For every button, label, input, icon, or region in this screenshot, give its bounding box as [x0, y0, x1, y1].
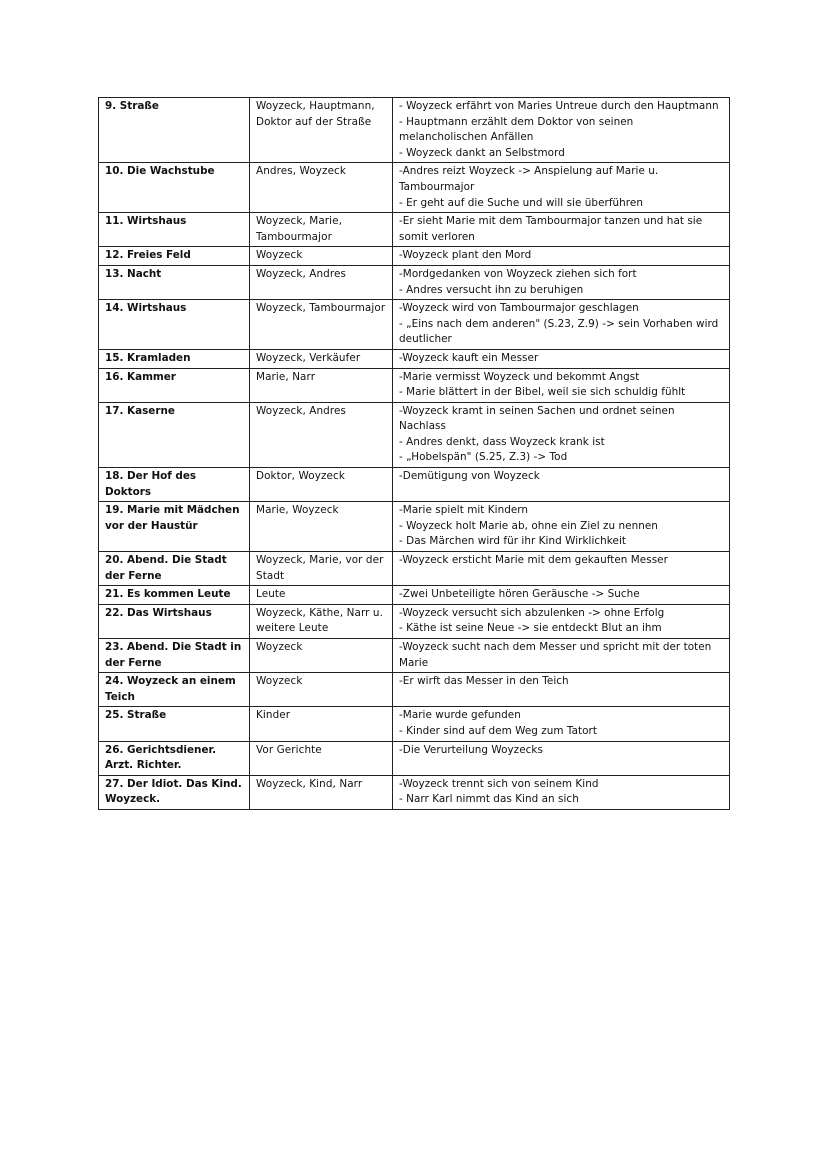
scene-people-cell: Woyzeck, Tambourmajor: [250, 300, 393, 350]
scene-people-cell: Woyzeck: [250, 639, 393, 673]
table-row: [99, 402, 730, 467]
table-row: [99, 300, 730, 350]
scene-overview-sheet: [98, 97, 730, 810]
scene-content-cell: [393, 468, 730, 502]
scene-content-cell: [393, 402, 730, 467]
table-row: [99, 265, 730, 299]
table-row: [99, 163, 730, 213]
scene-title-cell: 19. Marie mit Mädchen vor der Haustür: [99, 502, 250, 552]
scene-content-line: - Woyzeck holt Marie ab, ohne ein Ziel zu nennen: [399, 519, 658, 532]
scene-content-line: -Mordgedanken von Woyzeck ziehen sich fort: [399, 267, 637, 280]
table-row: [99, 707, 730, 741]
scene-title-cell: 27. Der Idiot. Das Kind. Woyzeck.: [99, 775, 250, 809]
scene-content-cell: [393, 163, 730, 213]
scene-people-cell: Woyzeck, Käthe, Narr u. weitere Leute: [250, 604, 393, 638]
scene-table-body: [99, 98, 730, 810]
scene-people-cell: Woyzeck, Kind, Narr: [250, 775, 393, 809]
scene-content-cell: [393, 707, 730, 741]
scene-content-cell: [393, 247, 730, 266]
scene-title-cell: 9. Straße: [99, 98, 250, 163]
table-row: [99, 502, 730, 552]
scene-content-line: -Marie vermisst Woyzeck und bekommt Angst: [399, 370, 640, 383]
scene-title-cell: 25. Straße: [99, 707, 250, 741]
scene-content-line: - Andres versucht ihn zu beruhigen: [399, 283, 584, 296]
scene-content-line: - Woyzeck erfährt von Maries Untreue durch den Hauptmann: [399, 100, 719, 112]
scene-content-cell: [393, 775, 730, 809]
scene-content-line: - Kinder sind auf dem Weg zum Tatort: [399, 724, 598, 737]
scene-title-cell: 16. Kammer: [99, 368, 250, 402]
scene-table: [98, 97, 730, 810]
scene-people-cell: Kinder: [250, 707, 393, 741]
scene-content-cell: [393, 741, 730, 775]
scene-content-cell: [393, 368, 730, 402]
scene-content-line: - Das Märchen wird für ihr Kind Wirklichkeit: [399, 535, 627, 548]
scene-content-line: -Er wirft das Messer in den Teich: [399, 675, 569, 688]
scene-people-cell: Doktor, Woyzeck: [250, 468, 393, 502]
scene-content-line: - Narr Karl nimmt das Kind an sich: [399, 793, 579, 806]
scene-content-line: -Andres reizt Woyzeck -> Anspielung auf Marie u. Tambourmajor: [399, 165, 659, 193]
scene-content-line: - Er geht auf die Suche und will sie überführen: [399, 196, 643, 209]
scene-content-line: -Marie spielt mit Kindern: [399, 504, 529, 517]
scene-people-cell: Marie, Narr: [250, 368, 393, 402]
scene-content-line: -Woyzeck kauft ein Messer: [399, 351, 539, 364]
scene-people-cell: Woyzeck: [250, 247, 393, 266]
scene-title-cell: 23. Abend. Die Stadt in der Ferne: [99, 639, 250, 673]
table-row: [99, 98, 730, 163]
table-row: [99, 552, 730, 586]
scene-people-cell: Woyzeck: [250, 673, 393, 707]
scene-people-cell: Andres, Woyzeck: [250, 163, 393, 213]
scene-content-cell: [393, 673, 730, 707]
scene-title-cell: 18. Der Hof des Doktors: [99, 468, 250, 502]
table-row: [99, 368, 730, 402]
table-row: [99, 741, 730, 775]
scene-title-cell: 15. Kramladen: [99, 349, 250, 368]
scene-title-cell: 12. Freies Feld: [99, 247, 250, 266]
scene-content-cell: [393, 98, 730, 163]
table-row: [99, 349, 730, 368]
scene-people-cell: Woyzeck, Marie, Tambourmajor: [250, 213, 393, 247]
scene-content-line: -Zwei Unbeteiligte hören Geräusche -> Suche: [399, 588, 640, 601]
table-row: [99, 468, 730, 502]
scene-title-cell: 13. Nacht: [99, 265, 250, 299]
scene-title-cell: 24. Woyzeck an einem Teich: [99, 673, 250, 707]
scene-content-line: -Woyzeck plant den Mord: [399, 249, 532, 262]
table-row: [99, 775, 730, 809]
scene-content-line: - Marie blättert in der Bibel, weil sie sich schuldig fühlt: [399, 386, 686, 399]
scene-content-line: - „Eins nach dem anderen" (S.23, Z.9) -> sein Vorhaben wird deutlicher: [399, 317, 719, 346]
scene-content-line: -Woyzeck ersticht Marie mit dem gekauften Messer: [399, 554, 668, 567]
scene-content-cell: [393, 639, 730, 673]
scene-content-line: - Käthe ist seine Neue -> sie entdeckt Blut an ihm: [399, 622, 662, 635]
scene-content-line: -Woyzeck trennt sich von seinem Kind: [399, 777, 599, 790]
scene-content-cell: [393, 586, 730, 605]
scene-title-cell: 21. Es kommen Leute: [99, 586, 250, 605]
scene-people-cell: Leute: [250, 586, 393, 605]
scene-title-cell: 11. Wirtshaus: [99, 213, 250, 247]
scene-content-line: - Andres denkt, dass Woyzeck krank ist: [399, 435, 605, 448]
scene-content-cell: [393, 502, 730, 552]
scene-content-line: -Die Verurteilung Woyzecks: [399, 743, 543, 756]
scene-title-cell: 10. Die Wachstube: [99, 163, 250, 213]
scene-people-cell: Woyzeck, Marie, vor der Stadt: [250, 552, 393, 586]
scene-content-line: -Woyzeck wird von Tambourmajor geschlagen: [399, 302, 639, 315]
scene-people-cell: Woyzeck, Andres: [250, 402, 393, 467]
scene-content-line: -Woyzeck versucht sich abzulenken -> ohne Erfolg: [399, 606, 665, 619]
scene-content-line: -Marie wurde gefunden: [399, 709, 521, 722]
scene-title-cell: 14. Wirtshaus: [99, 300, 250, 350]
scene-content-cell: [393, 349, 730, 368]
scene-people-cell: Woyzeck, Hauptmann, Doktor auf der Straße: [250, 98, 393, 163]
scene-content-line: -Woyzeck sucht nach dem Messer und spricht mit der toten Marie: [399, 641, 712, 669]
scene-content-cell: [393, 265, 730, 299]
scene-content-line: -Demütigung von Woyzeck: [399, 470, 540, 483]
scene-people-cell: Vor Gerichte: [250, 741, 393, 775]
scene-title-cell: 20. Abend. Die Stadt der Ferne: [99, 552, 250, 586]
table-row: [99, 586, 730, 605]
scene-content-cell: [393, 552, 730, 586]
scene-title-cell: 22. Das Wirtshaus: [99, 604, 250, 638]
scene-content-cell: [393, 300, 730, 350]
scene-content-line: - Hauptmann erzählt dem Doktor von seinen melancholischen Anfällen: [399, 115, 634, 144]
table-row: [99, 639, 730, 673]
scene-content-line: -Er sieht Marie mit dem Tambourmajor tanzen und hat sie somit verloren: [399, 215, 703, 243]
scene-people-cell: Woyzeck, Andres: [250, 265, 393, 299]
scene-content-line: -Woyzeck kramt in seinen Sachen und ordnet seinen Nachlass: [399, 404, 675, 433]
scene-title-cell: 17. Kaserne: [99, 402, 250, 467]
scene-content-line: - „Hobelspän" (S.25, Z.3) -> Tod: [399, 451, 568, 464]
table-row: [99, 213, 730, 247]
scene-people-cell: Woyzeck, Verkäufer: [250, 349, 393, 368]
scene-content-cell: [393, 604, 730, 638]
table-row: [99, 604, 730, 638]
scene-content-cell: [393, 213, 730, 247]
table-row: [99, 247, 730, 266]
scene-content-line: - Woyzeck dankt an Selbstmord: [399, 146, 565, 159]
scene-people-cell: Marie, Woyzeck: [250, 502, 393, 552]
scene-title-cell: 26. Gerichtsdiener. Arzt. Richter.: [99, 741, 250, 775]
table-row: [99, 673, 730, 707]
